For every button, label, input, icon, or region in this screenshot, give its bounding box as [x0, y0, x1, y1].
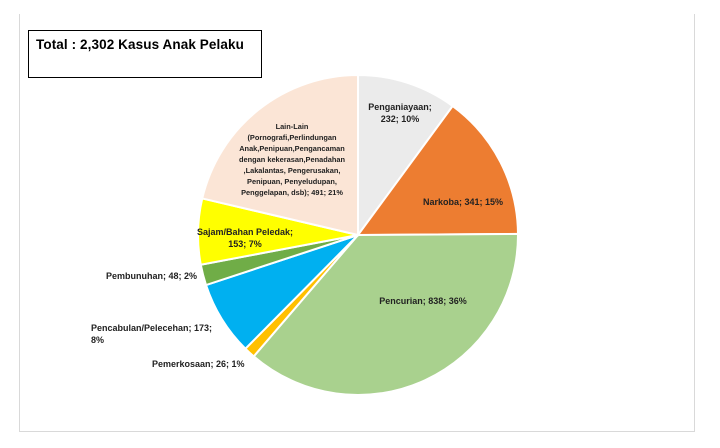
- slice-label-narkoba: Narkoba; 341; 15%: [422, 197, 504, 207]
- slice-label-pencurian: Pencurian; 838; 36%: [379, 296, 467, 306]
- slice-label-pembunuhan: Pembunuhan; 48; 2%: [106, 271, 198, 281]
- chart-title: Total : 2,302 Kasus Anak Pelaku: [36, 37, 244, 52]
- slice-label-pencabulan: Pencabulan/Pelecehan; 173; 8%: [91, 323, 213, 345]
- slice-label-lain-lain: Lain-Lain (Pornografi,Perlindungan Anak,Penipuan,Pengancaman dengan kekerasan,Penadahan ,Lakalantas, Pengerusakan, Penipuan, Penyeludupan, Penggelapan, dsb); 491; 21%: [239, 122, 345, 197]
- slice-label-sajam: Sajam/Bahan Peledak; 153; 7%: [196, 227, 294, 249]
- slice-label-penganiayaan: Penganiayaan; 232; 10%: [368, 102, 432, 124]
- slice-label-pemerkosaan: Pemerkosaan; 26; 1%: [152, 359, 245, 369]
